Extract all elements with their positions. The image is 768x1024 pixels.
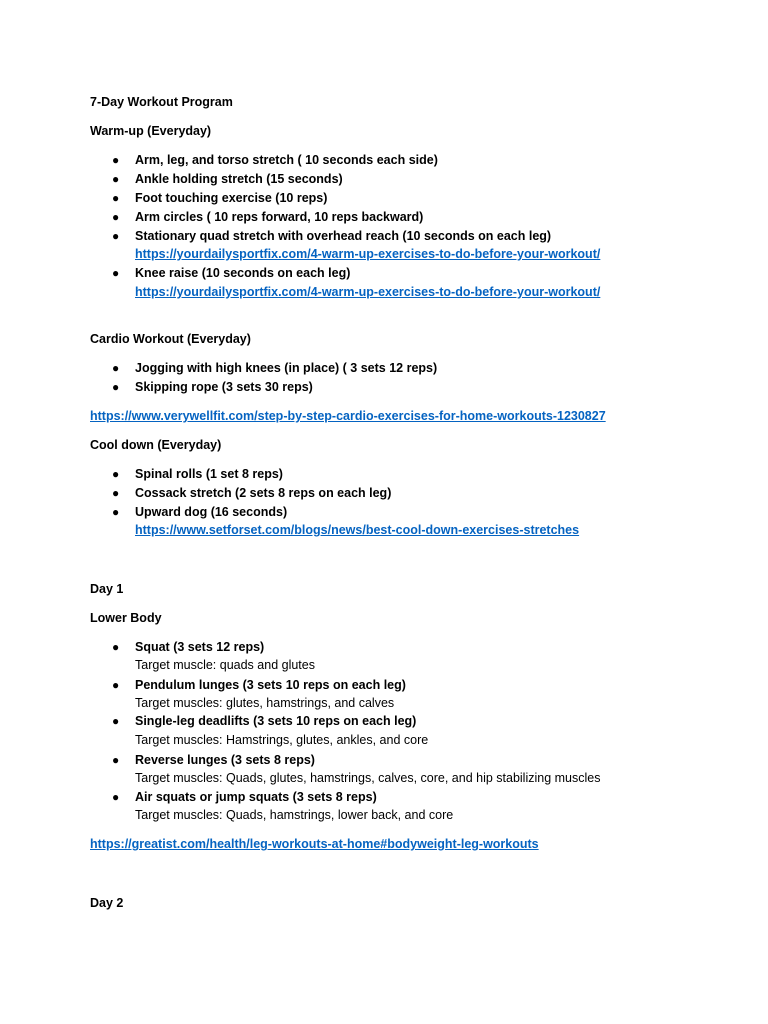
day1-target-muscles: Target muscles: Hamstrings, glutes, ankles, and core — [135, 733, 429, 747]
cooldown-item: Cossack stretch (2 sets 8 reps on each leg) — [135, 486, 392, 500]
day1-item: Air squats or jump squats (3 sets 8 reps) — [135, 790, 377, 804]
day1-heading: Day 1 — [90, 582, 124, 596]
bullet-icon: ● — [112, 210, 120, 224]
bullet-icon: ● — [112, 266, 120, 280]
day1-item: Single-leg deadlifts (3 sets 10 reps on each leg) — [135, 714, 417, 728]
warmup-item: Arm circles ( 10 reps forward, 10 reps backward) — [135, 210, 424, 224]
cardio-item: Skipping rope (3 sets 30 reps) — [135, 380, 313, 394]
bullet-icon: ● — [112, 678, 120, 692]
day1-item: Squat (3 sets 12 reps) — [135, 640, 265, 654]
warmup-heading: Warm-up (Everyday) — [90, 124, 212, 138]
day1-item: Reverse lunges (3 sets 8 reps) — [135, 753, 315, 767]
bullet-icon: ● — [112, 753, 120, 767]
bullet-icon: ● — [112, 191, 120, 205]
warmup-item: Arm, leg, and torso stretch ( 10 seconds each side) — [135, 153, 438, 167]
warmup-item: Stationary quad stretch with overhead reach (10 seconds on each leg) — [135, 229, 552, 243]
document-title: 7-Day Workout Program — [90, 95, 233, 109]
cardio-item: Jogging with high knees (in place) ( 3 sets 12 reps) — [135, 361, 438, 375]
bullet-icon: ● — [112, 486, 120, 500]
cardio-heading: Cardio Workout (Everyday) — [90, 332, 251, 346]
day1-target-muscles: Target muscles: glutes, hamstrings, and calves — [135, 696, 395, 710]
bullet-icon: ● — [112, 505, 120, 519]
bullet-icon: ● — [112, 467, 120, 481]
bullet-icon: ● — [112, 790, 120, 804]
day1-subheading: Lower Body — [90, 611, 162, 625]
bullet-icon: ● — [112, 640, 120, 654]
day1-target-muscles: Target muscles: Quads, glutes, hamstrings, calves, core, and hip stabilizing muscles — [135, 771, 601, 785]
warmup-link[interactable]: https://yourdailysportfix.com/4-warm-up-exercises-to-do-before-your-workout/ — [135, 285, 601, 299]
day1-target-muscles: Target muscle: quads and glutes — [135, 658, 315, 672]
day1-link[interactable]: https://greatist.com/health/leg-workouts-at-home#bodyweight-leg-workouts — [90, 837, 539, 851]
warmup-item: Ankle holding stretch (15 seconds) — [135, 172, 343, 186]
bullet-icon: ● — [112, 229, 120, 243]
bullet-icon: ● — [112, 714, 120, 728]
cooldown-item: Spinal rolls (1 set 8 reps) — [135, 467, 283, 481]
warmup-link[interactable]: https://yourdailysportfix.com/4-warm-up-exercises-to-do-before-your-workout/ — [135, 247, 601, 261]
bullet-icon: ● — [112, 361, 120, 375]
day1-target-muscles: Target muscles: Quads, hamstrings, lower back, and core — [135, 808, 454, 822]
cooldown-item: Upward dog (16 seconds) — [135, 505, 288, 519]
day2-heading: Day 2 — [90, 896, 124, 910]
bullet-icon: ● — [112, 380, 120, 394]
warmup-item: Foot touching exercise (10 reps) — [135, 191, 328, 205]
cooldown-link[interactable]: https://www.setforset.com/blogs/news/best-cool-down-exercises-stretches — [135, 523, 580, 537]
cooldown-heading: Cool down (Everyday) — [90, 438, 222, 452]
warmup-item: Knee raise (10 seconds on each leg) — [135, 266, 351, 280]
day1-item: Pendulum lunges (3 sets 10 reps on each leg) — [135, 678, 406, 692]
bullet-icon: ● — [112, 153, 120, 167]
bullet-icon: ● — [112, 172, 120, 186]
cardio-link[interactable]: https://www.verywellfit.com/step-by-step-cardio-exercises-for-home-workouts-1230827 — [90, 409, 606, 423]
